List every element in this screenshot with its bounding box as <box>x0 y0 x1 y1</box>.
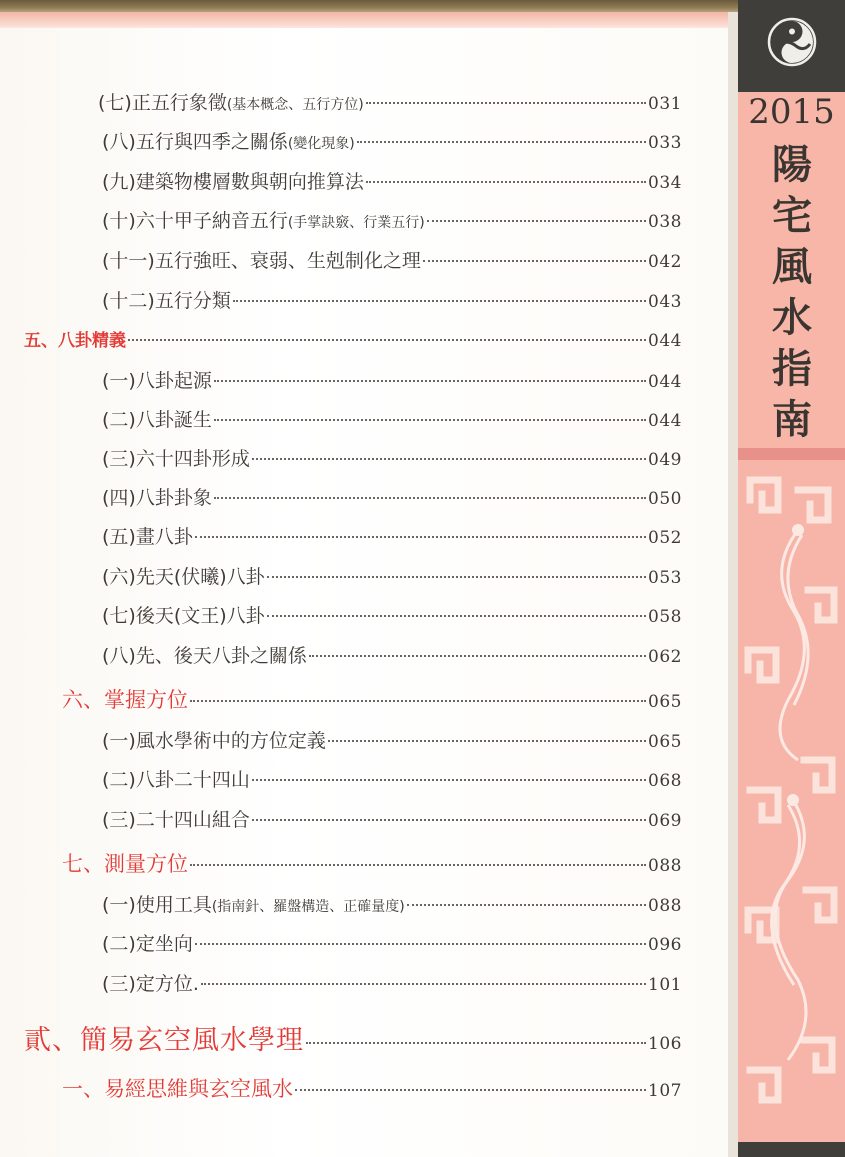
toc-page-number: 069 <box>648 811 682 831</box>
toc-page-number: 031 <box>648 94 682 114</box>
toc-page-number: 088 <box>648 896 682 916</box>
toc-label: (一)使用工具 <box>102 894 212 916</box>
toc-label: (五)畫八卦 <box>102 526 193 548</box>
toc-page-number: 058 <box>648 607 682 627</box>
dot-leader <box>214 497 646 499</box>
toc-label: (二)八卦誕生 <box>102 409 212 431</box>
dot-leader <box>195 943 646 945</box>
title-char: 南 <box>772 397 812 443</box>
toc-label: (八)先、後天八卦之關係 <box>102 645 307 667</box>
toc-label: (二)定坐向 <box>102 933 193 955</box>
dot-leader <box>201 983 646 985</box>
toc-page-number: 044 <box>648 411 682 431</box>
toc-label: (七)正五行象徵 <box>98 92 227 114</box>
toc-label: 貳、簡易玄空風水學理 <box>24 1025 304 1056</box>
toc-label: 五、八卦精義 <box>24 331 126 351</box>
dot-leader <box>309 655 646 657</box>
toc-entry[interactable] <box>102 765 682 792</box>
toc-section-entry[interactable] <box>62 684 682 714</box>
toc-page-number: 065 <box>648 692 682 712</box>
toc-label: (二)八卦二十四山 <box>102 769 250 791</box>
dot-leader <box>306 1042 646 1044</box>
toc-label: (七)後天(文王)八卦 <box>102 605 265 627</box>
dragon-pattern <box>738 460 845 1142</box>
page-edge <box>728 12 738 1157</box>
toc-section-entry[interactable] <box>24 326 682 351</box>
toc-label: (六)先天(伏曦)八卦 <box>102 566 265 588</box>
dot-leader <box>407 904 646 906</box>
toc-entry[interactable] <box>102 522 682 549</box>
toc-page-number: 065 <box>648 732 682 752</box>
toc-entry[interactable] <box>102 206 682 233</box>
toc-page-number: 088 <box>648 856 682 876</box>
toc-page-number: 050 <box>648 489 682 509</box>
dot-leader <box>328 740 646 742</box>
title-char: 宅 <box>772 193 812 239</box>
dot-leader <box>190 864 646 866</box>
dot-leader <box>252 819 646 821</box>
toc-note: (變化現象) <box>287 136 355 152</box>
toc-entry[interactable] <box>102 366 682 393</box>
dragon-ornament-icon <box>738 460 845 1142</box>
toc-section-entry[interactable] <box>62 1073 682 1103</box>
toc-label: (三)六十四卦形成 <box>102 448 250 470</box>
toc-entry[interactable] <box>102 969 682 996</box>
toc-label: (十)六十甲子納音五行 <box>102 210 288 232</box>
toc-page-number: 052 <box>648 528 682 548</box>
toc-label: 一、易經思維與玄空風水 <box>62 1077 293 1101</box>
top-border <box>0 0 738 12</box>
dot-leader <box>267 576 646 578</box>
toc-label: (一)八卦起源 <box>102 370 212 392</box>
toc-page-number: 053 <box>648 568 682 588</box>
dot-leader <box>214 419 646 421</box>
toc-entry[interactable] <box>98 88 682 115</box>
toc-note: (指南針、羅盤構造、正確量度) <box>211 899 405 915</box>
side-divider <box>738 448 845 460</box>
side-panel-footer <box>738 1142 845 1157</box>
toc-entry[interactable] <box>102 483 682 510</box>
dot-leader <box>233 300 646 302</box>
dot-leader <box>366 181 646 183</box>
side-panel <box>738 0 845 1157</box>
toc-label: (十二)五行分類 <box>102 290 231 312</box>
toc-page-number: 034 <box>648 173 682 193</box>
top-pink-stripe <box>0 12 738 28</box>
toc-page-number: 043 <box>648 292 682 312</box>
dot-leader <box>252 779 646 781</box>
toc-page-number: 062 <box>648 647 682 667</box>
dot-leader <box>252 458 646 460</box>
toc-page-number: 042 <box>648 252 682 272</box>
toc-label: (一)風水學術中的方位定義 <box>102 730 326 752</box>
toc-entry[interactable] <box>102 286 682 313</box>
dot-leader <box>295 1089 646 1091</box>
toc-label: (十一)五行強旺、衰弱、生剋制化之理 <box>102 250 421 272</box>
toc-entry[interactable] <box>102 562 682 589</box>
toc-label: 六、掌握方位 <box>62 688 188 712</box>
toc-entry[interactable] <box>102 246 682 273</box>
toc-page-number: 044 <box>648 372 682 392</box>
toc-label: (四)八卦卦象 <box>102 487 212 509</box>
title-char: 風 <box>772 244 812 290</box>
toc-entry[interactable] <box>102 890 682 917</box>
toc-entry[interactable] <box>102 805 682 832</box>
dot-leader <box>423 260 646 262</box>
toc-entry[interactable] <box>102 127 682 154</box>
toc-note: (基本概念、五行方位) <box>226 97 364 113</box>
toc-note: (手掌訣竅、行業五行) <box>287 215 425 231</box>
title-char: 指 <box>772 346 812 392</box>
toc-page-number: 049 <box>648 450 682 470</box>
toc-label: 七、測量方位 <box>62 852 188 876</box>
toc-page-number: 044 <box>648 331 682 351</box>
toc-entry[interactable] <box>102 167 682 194</box>
toc-label: (八)五行與四季之關係 <box>102 131 288 153</box>
toc-entry[interactable] <box>102 405 682 432</box>
dot-leader <box>214 380 646 382</box>
toc-page-number: 068 <box>648 771 682 791</box>
side-title-block <box>738 92 845 448</box>
toc-page-number: 033 <box>648 133 682 153</box>
taiji-logo-icon <box>766 16 818 68</box>
dot-leader <box>128 339 646 341</box>
toc-label: (九)建築物樓層數與朝向推算法 <box>102 171 364 193</box>
toc-page-number: 096 <box>648 935 682 955</box>
dot-leader <box>195 536 646 538</box>
dot-leader <box>427 220 646 222</box>
toc-chapter-entry[interactable] <box>24 1018 682 1057</box>
title-char: 水 <box>772 295 812 341</box>
toc-entry[interactable] <box>102 641 682 668</box>
dot-leader <box>357 141 646 143</box>
toc-entry[interactable] <box>102 601 682 628</box>
toc-page-number: 106 <box>648 1034 682 1054</box>
toc-label: (三)定方位. <box>102 973 199 995</box>
dot-leader <box>366 102 646 104</box>
toc-label: (三)二十四山組合 <box>102 809 250 831</box>
year-label: 2015 <box>748 92 835 132</box>
toc-page-number: 038 <box>648 212 682 232</box>
toc-page-number: 101 <box>648 975 682 995</box>
title-char: 陽 <box>772 142 812 188</box>
toc-section-entry[interactable] <box>62 848 682 878</box>
toc-entry[interactable] <box>102 929 682 956</box>
dot-leader <box>267 615 646 617</box>
side-panel-header <box>738 0 845 92</box>
toc-entry[interactable] <box>102 726 682 753</box>
dot-leader <box>190 700 646 702</box>
vertical-book-title <box>762 140 822 446</box>
toc-page-number: 107 <box>648 1081 682 1101</box>
toc-entry[interactable] <box>102 444 682 471</box>
